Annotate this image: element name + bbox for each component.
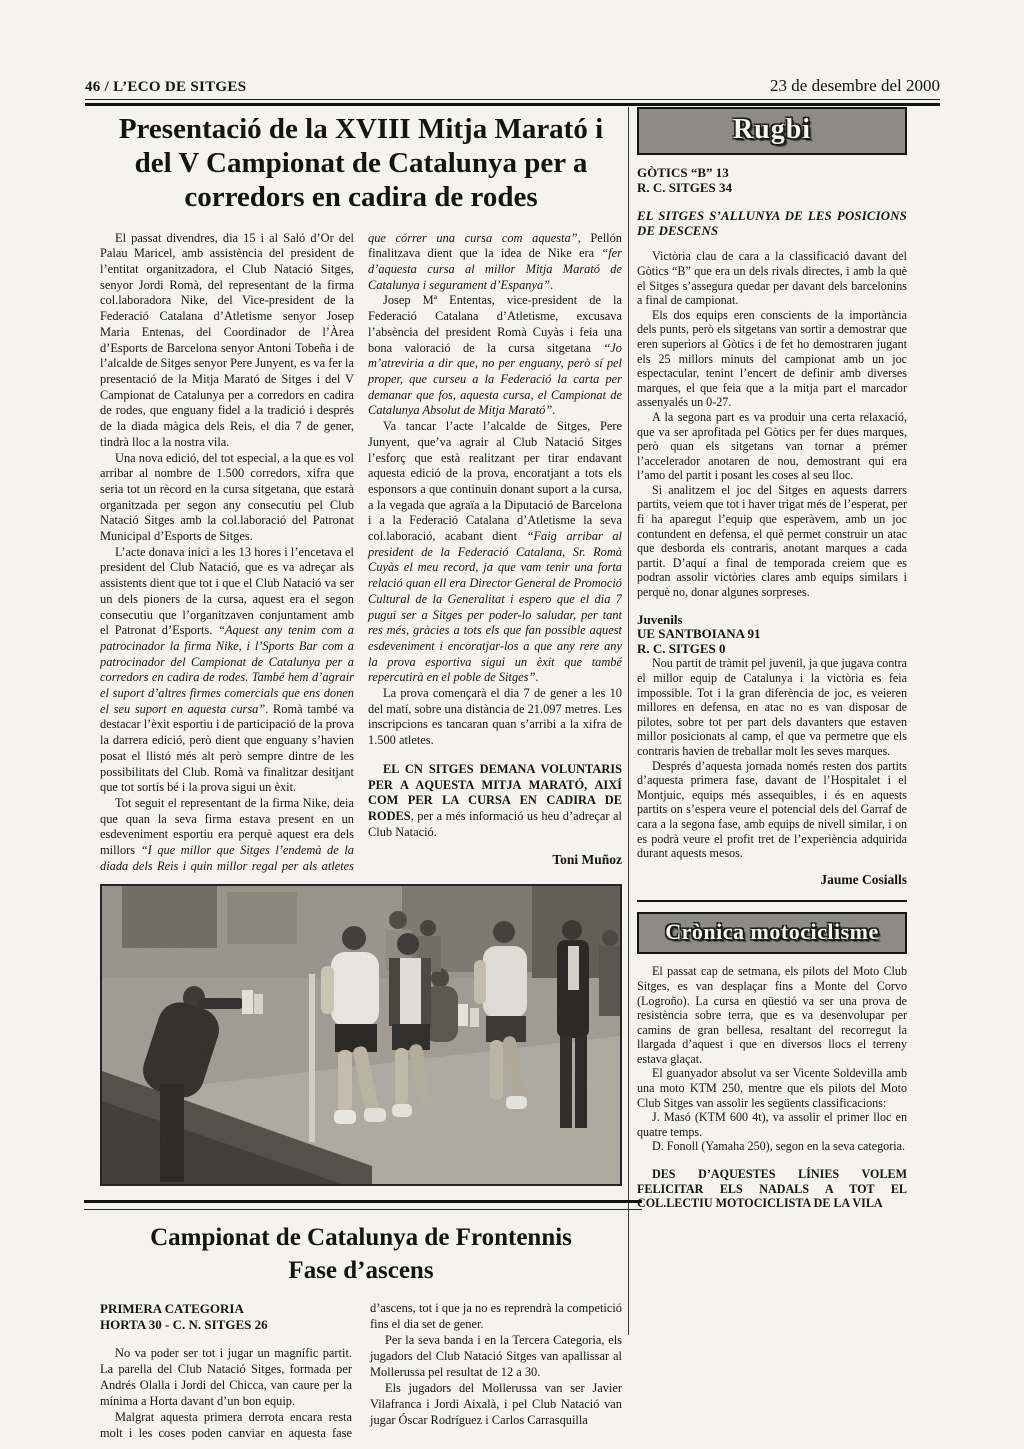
masthead	[85, 76, 940, 96]
paragraph: GÒTICS “B” 13	[637, 165, 729, 180]
paragraph: Nou partit de tràmit pel juvenil, ja que jugava contra el millor equip de Catalunya i la victòria es feia impossible. Tot i la gran diferència de joc, es veieren millores en defensa, en atac no es van disposar de pilotes, sobre tot per part dels davanters que estaven millor posicionats al camp, el que va permetre que els contraris havien de treballar molt les seves marques.	[637, 656, 907, 758]
paragraph: EL CN SITGES DEMANA VOLUNTARIS PER A AQUESTA MITJA MARATÓ, AIXÍ COM PER LA CURSA EN CADIRA DE RODES, per a més informació us heu d’adreçar al Club Natació.	[368, 761, 622, 839]
motociclisme-banner-title: Crònica motociclisme	[665, 919, 879, 945]
paragraph: EL SITGES S’ALLUNYA DE LES POSICIONS DE DESCENS	[637, 209, 907, 238]
paragraph: L’acte donava inici a les 13 hores i l’encetava el president del Club Natació, que es va adreçar als assistents dient que tot i que el Club Natació va ser un dels pioners de la cursa, aquest era el segon consecutiu que l’organitzaven conjuntament amb el Patronat d’Esports. “Aquest any tenim com a patrocinador la firma Nike, i l’Sports Bar com a patrocinador del Campionat de Catalunya per a corredors en cadira de rodes. També hem d’agrair el suport d’altres firmes comercials que ens donen el seu suport en aquesta cursa”. Romà també va destacar l’èxit esportiu i de participació de la prova la darrera edició, però dient que enguany s’havien posat el llistó més alt però sempre dintre de les possibilitats del Club. Romà va finalitzar desitjant que tot sortís bé i la prova sigui un èxit.	[100, 544, 354, 795]
race-photo	[100, 884, 622, 1186]
paragraph: A la segona part es va produir una certa relaxació, que va ser aprofitada pel Gòtics per fer dues marques, però quan els sitgetans van tornar a prémer l’accelerador anotaren de nou, demostrant qui era l’amo del partit i posant les coses al seu lloc.	[637, 409, 907, 483]
paragraph: PRIMERA CATEGORIA	[100, 1301, 244, 1317]
motociclisme-section-banner	[637, 912, 907, 954]
paragraph: Tot seguit el representant de la firma Nike, deia que quan la seva firma estava present en un esdeveniment esportiu era perquè aquest era dels millors “I que millor que Sitges l’endemà de la diada dels Reis i quin millor regal per als atletes que córrer una cursa com aquesta”, Pellón finalitzava dient que la idea de Nike era “fer d’aquesta cursa al millor Mitja Marató de Catalunya i segurament d’Espanya”.	[100, 230, 622, 873]
paragraph: R. C. SITGES 0	[637, 640, 726, 656]
paragraph: DES D’AQUESTES LÍNIES VOLEM FELICITAR ELS NADALS A TOT EL COL.LECTIU MOTOCICLISTA DE LA VILA	[637, 1167, 907, 1211]
paragraph: No va poder ser tot i jugar un magnífic partit. La parella del Club Natació Sitges, formada per Andrés Olalla i Jordi del Chicca, van caure per la mínima a Horta davant d’un bon equip.	[100, 1346, 352, 1409]
paragraph: Una nova edició, del tot especial, a la que es vol arribar al nombre de 1.500 corredors, xifra que seria tot un rècord en la cursa sitgetana, que estarà organitzada per segon any consecutiu pel Club Natació Sitges amb la col.laboració del Patronat Municipal d’Esports de Sitges.	[100, 450, 354, 544]
main-article-headline: Presentació de la XVIII Mitja Marató i del V Campionat de Catalunya per a corredors en cadira de rodes	[118, 113, 604, 214]
paragraph: Després d’aquesta jornada només resten dos partits d’aquesta primera fase, davant de l’Hospitalet i el Montjuic, equips més assequibles, i és en aquests partits on s’espera veure el potencial dels del Garraf de cara a la segona fase, amb equips de nivell similar, i on es podrà veure el profit tret de l’experiència adquirida durant aquests mesos.	[637, 758, 907, 861]
paragraph: J. Masó (KTM 600 4t), va assolir el primer lloc en quatre temps.	[637, 1110, 907, 1139]
paragraph: Juvenils	[637, 611, 683, 627]
frontennis-headline: Campionat de Catalunya de Frontennis Fase d’ascens	[150, 1224, 572, 1284]
masthead-rule-thick	[85, 103, 940, 106]
paragraph: Josep Mª Ententas, vice-president de la Federació Catalana d’Atletisme, excusava l’absència del president Romà Cuyàs i feia una bona valoració de la cursa sitgetana “Jo m’atreviria a dir que, no per enguany, però sí pel proper, que curseu a la Federació la carta per demanar que fos, aquesta cursa, el Campionat de Catalunya Absolut de Mitja Marató”.	[368, 293, 622, 418]
paragraph: Jaume Cosialls	[820, 871, 907, 887]
paragraph: El guanyador absolut va ser Vicente Soldevilla amb una moto KTM 250, mentre que els pilots del Moto Club Sitges van assolir les següents classificacions:	[637, 1066, 907, 1110]
paragraph: Victòria clau de cara a la classificació davant del Gòtics “B” que era un dels rivals directes, i amb la què el Sitges s’assegura quedar per davant dels barcelonins a final de campionat.	[637, 249, 907, 308]
main-article-body	[100, 231, 622, 875]
paragraph: HORTA 30 - C. N. SITGES 26	[100, 1317, 268, 1333]
paragraph: La prova començarà el dia 7 de gener a les 10 del matí, sobre una distància de 21.097 metres. Les inscripcions es tancaran quan s’arribi a la xifra de 1.500 atletes.	[368, 686, 622, 748]
right-column	[637, 107, 907, 1211]
main-article-region	[100, 112, 622, 1442]
rugbi-motociclisme-divider-rule	[637, 900, 907, 902]
paragraph: El passat cap de setmana, els pilots del Moto Club Sitges, es van desplaçar fins a Monte del Corvo (Logroño). La cursa en qüestió va ser una prova de resistència sobre terra, que es va desenvolupar per camins de gran bellesa, resaltant del recorregut la llargada d’aquest i que en diversos llocs el terreny estava glaçat.	[637, 964, 907, 1066]
column-divider-rule	[628, 107, 629, 1335]
paragraph: Els dos equips eren conscients de la importància dels punts, però els sitgetans van sortir a demostrar que eren superiors al Gòtics i de fet ho demostraren jugant els 25 millors minuts del campionat amb un joc espectacular, tenint l’encert de definir amb diverses marques, el que feia que a la mitja part el marcador assenyalés un 0-27.	[637, 307, 907, 410]
paragraph: Els jugadors del Mollerussa van ser Javier Vilafranca i Jordi Aixalà, i pel Club Natació van jugar Óscar Rodríguez i Carlos Carrasquilla	[370, 1381, 622, 1427]
paragraph: Toni Muñoz	[552, 852, 622, 868]
page-number-and-title: 46 / L’ECO DE SITGES	[85, 79, 247, 95]
frontennis-body	[100, 1301, 622, 1441]
paragraph: UE SANTBOIANA 91	[637, 626, 761, 642]
rugbi-article-body	[637, 166, 907, 887]
race-photo-illustration	[102, 886, 620, 1184]
paragraph: El passat divendres, dia 15 i al Saló d’Or del Palau Maricel, amb assistència del president de l’entitat organitzadora, el Club Natació Sitges, senyor Jordi Romà, del representant de la firma col.laboradora Nike, del Vice-president de la Federació Catalana d’Atletisme senyor Josep Maria Entenas, del Coordinador de l’Àrea d’Esports de Barcelona senyor Antoni Tobeña i de l’alcalde de Sitges senyor Pere Junyent, es va fer la presentació de la Mitja Marató de Sitges i del V Campionat de Catalunya per a corredors en cadira de rodes, que enguany fidel a la tradició i després de la diada màgica dels Reis, el dia 7 de gener, tindrà lloc a la nostra vila.	[100, 230, 354, 449]
rugbi-banner-title: Rugbi	[732, 114, 812, 145]
frontennis-rule-thick	[84, 1200, 642, 1203]
masthead-rule-thin	[85, 99, 940, 100]
issue-date: 23 de desembre del 2000	[770, 76, 940, 95]
paragraph: R. C. SITGES 34	[637, 179, 732, 195]
paragraph: D. Fonoll (Yamaha 250), segon en la seva categoria.	[652, 1139, 906, 1154]
frontennis-rule-thin	[84, 1209, 642, 1210]
paragraph: Va tancar l’acte l’alcalde de Sitges, Pere Junyent, que’va agrair al Club Natació Sitges l’esforç que està realitzant per tirar endavant aquesta edició de la prova, encoratjant a tots els esponsors a que continuin donant suport a la cursa, a la vegada que agraïa a la Diputació de Barcelona i a la Federació Catalana d’Atletisme la seva col.laboració, acabant dient “Faig arribar al president de la Federació Catalana, Sr. Romà Cuyàs el meu record, ja que vam tenir una forta relació quan ell era Director General de Promoció Cultural de la Generalitat i espero que el dia 7 pugui ser a Sitges per poder-lo saludar, per tant res més, gràcies a tots els que fan possible aquest esdeveniment i encoratjar-los a que any rere any la prova esportiva sigui un èxit que també repercutirà en el poble de Sitges”.	[368, 419, 623, 685]
motociclisme-article-body	[637, 964, 907, 1211]
frontennis-section	[100, 1200, 622, 1441]
paragraph: Si analitzem el joc del Sitges en aquests darrers partits, veiem que tot i haver trigat més de l’esperat, per fi ha aparegut l’equip que esperàvem, amb un joc contundent en defensa, el què permet construir un atac que desborda els contraris, anotant marques a cada partit. D’aquí a final de temporada creiem que es podran assolir victòries clares amb equips similars i perquè no, donar algunes sorpreses.	[637, 482, 907, 600]
paragraph: Per la seva banda i en la Tercera Categoria, els jugadors del Club Natació Sitges van apallissar al Mollerussa pel resultat de 12 a 30.	[370, 1333, 622, 1380]
paragraph: Malgrat aquesta primera derrota encara resta molt i les coses poden canviar en aquesta fase d’ascens, tot i que ja no es reprendrà la competició fins el dia set de gener.	[100, 1301, 622, 1440]
rugbi-section-banner	[637, 107, 907, 155]
